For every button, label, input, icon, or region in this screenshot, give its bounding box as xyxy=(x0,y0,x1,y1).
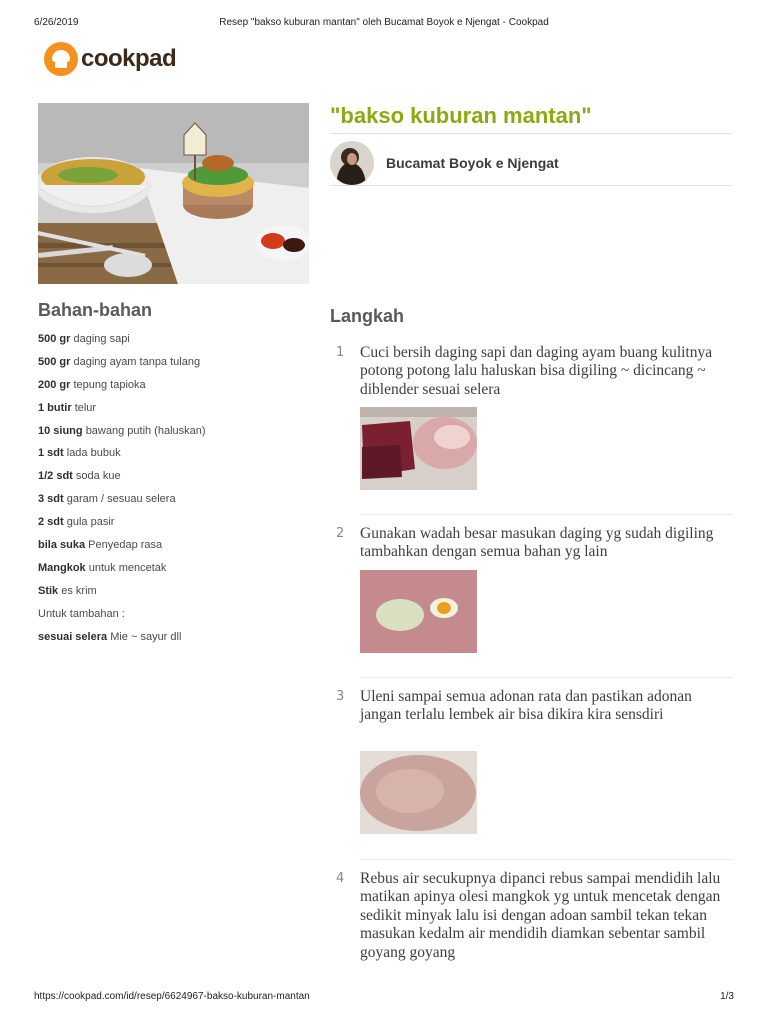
step-photo xyxy=(360,570,477,653)
cookpad-logo[interactable] xyxy=(44,42,176,76)
step-photo xyxy=(360,407,477,490)
ingredient-item: 1/2 sdt soda kue xyxy=(38,470,121,483)
ingredient-item: 1 sdt lada bubuk xyxy=(38,447,121,460)
ingredient-item: sesuai selera Mie ~ sayur dll xyxy=(38,630,182,643)
print-header xyxy=(34,17,734,31)
step-number: 3 xyxy=(336,689,345,704)
step-text: Cuci bersih daging sapi dan daging ayam buang kulitnya potong potong lalu haluskan bisa digiling ~ dicincang ~ diblender sesuai selera xyxy=(360,344,713,398)
logo-wordmark: cookpad xyxy=(81,45,177,72)
chef-hat-icon xyxy=(44,42,78,76)
ingredient-item: Stik es krim xyxy=(38,584,97,597)
print-date: 6/26/2019 xyxy=(34,17,79,28)
ingredient-item: 1 butir telur xyxy=(38,401,97,414)
step-number: 2 xyxy=(336,526,345,541)
author-name[interactable]: Bucamat Boyok e Njengat xyxy=(386,155,559,171)
step-text: Rebus air secukupnya dipanci rebus sampai mendidih lalu matikan apinya olesi mangkok yg untuk mencetak dengan sedikit minyak lalu isi dengan adoan sambil tekan tekan masukan kedalm air mendidih diamkan sebentar sambil goyang goyang xyxy=(360,870,721,961)
step-number: 4 xyxy=(336,871,345,886)
ingredient-item: 2 sdt gula pasir xyxy=(38,516,115,529)
ingredient-item: 200 gr tepung tapioka xyxy=(38,378,146,391)
ingredient-item: 500 gr daging sapi xyxy=(38,333,130,345)
avatar[interactable] xyxy=(330,141,374,185)
step-text: Gunakan wadah besar masukan daging yg sudah digiling tambahkan dengan semua bahan yg lain xyxy=(360,525,714,561)
ingredient-item: 500 gr daging ayam tanpa tulang xyxy=(38,355,201,368)
ingredients-heading: Bahan-bahan xyxy=(38,300,153,320)
print-footer xyxy=(34,991,734,1005)
print-page-title: Resep "bakso kuburan mantan" oleh Bucamat Boyok e Njengat - Cookpad xyxy=(219,17,549,28)
step-number: 1 xyxy=(336,345,345,360)
ingredient-section-label: Untuk tambahan : xyxy=(38,607,125,620)
divider xyxy=(330,133,732,134)
ingredient-item: Mangkok untuk mencetak xyxy=(38,561,167,574)
recipe-hero-image xyxy=(38,103,309,284)
ingredient-list xyxy=(38,331,308,651)
author-link[interactable] xyxy=(330,140,559,186)
print-url: https://cookpad.com/id/resep/6624967-bakso-kuburan-mantan xyxy=(34,991,310,1002)
step-photo xyxy=(360,751,477,834)
step-text: Uleni sampai semua adonan rata dan pastikan adonan jangan terlalu lembek air bisa dikira kira sensdiri xyxy=(360,688,692,724)
ingredient-item: 10 siung bawang putih (haluskan) xyxy=(38,424,206,437)
divider xyxy=(330,185,732,186)
steps-heading: Langkah xyxy=(330,306,405,326)
recipe-title: "bakso kuburan mantan" xyxy=(330,103,592,128)
page-number: 1/3 xyxy=(720,991,734,1002)
ingredient-item: 3 sdt garam / sesuau selera xyxy=(38,493,176,506)
ingredient-item: bila suka Penyedap rasa xyxy=(38,539,163,552)
